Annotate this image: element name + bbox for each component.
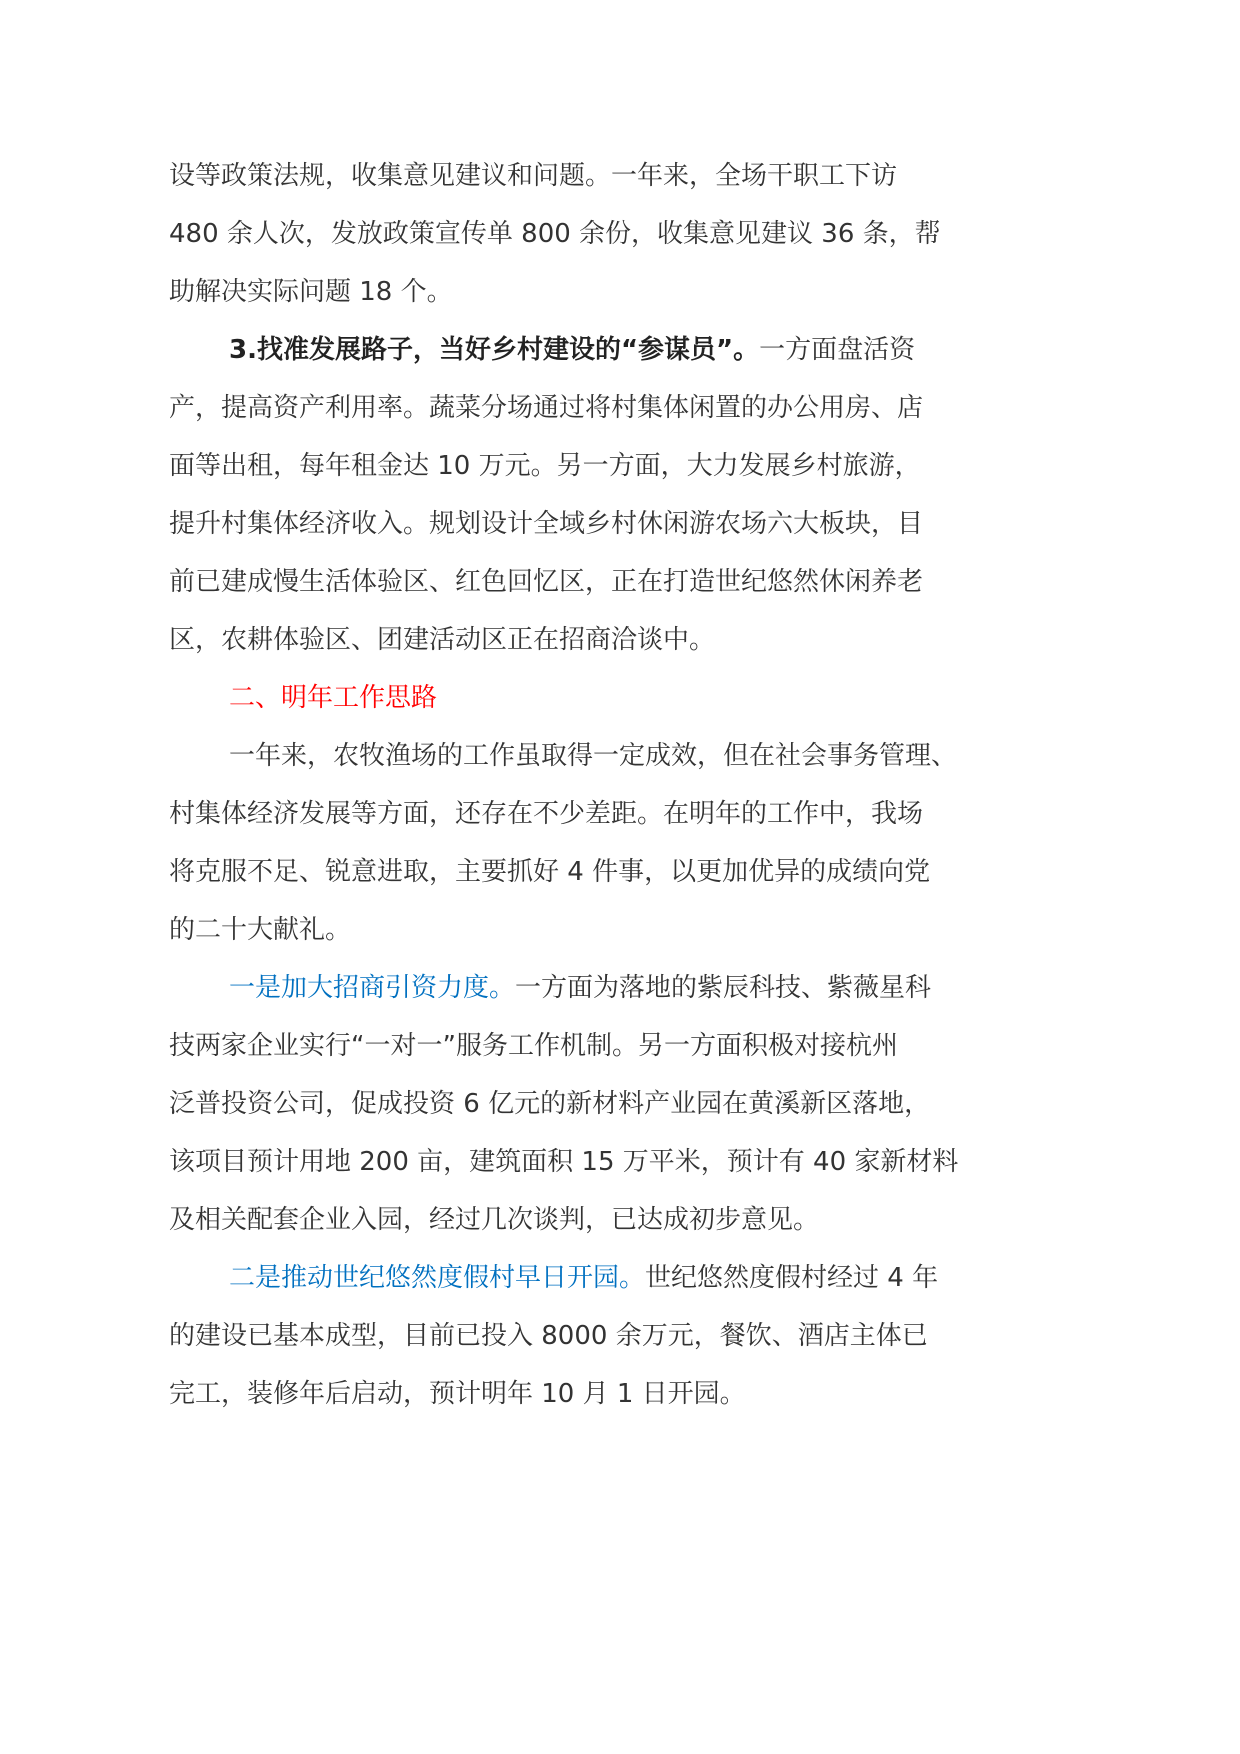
section-heading: 二、明年工作思路 — [229, 683, 438, 713]
text-run: 一方面盘活资 — [759, 335, 916, 365]
text-line: 的二十大献礼。 — [169, 915, 352, 945]
paragraph-section-2-intro — [169, 727, 1069, 959]
text-line: 面等出租，每年租金达 10 万元。另一方面，大力发展乡村旅游， — [169, 451, 921, 481]
text-line: 将克服不足、锐意进取，主要抓好 4 件事，以更加优异的成绩向党 — [169, 857, 931, 887]
text-line: 助解决实际问题 18 个。 — [169, 277, 453, 307]
text-line: 完工，装修年后启动，预计明年 10 月 1 日开园。 — [169, 1379, 746, 1409]
paragraph-point-2 — [169, 1249, 1069, 1423]
text-line: 泛普投资公司，促成投资 6 亿元的新材料产业园在黄溪新区落地， — [169, 1089, 931, 1119]
text-run: 世纪悠然度假村经过 4 年 — [645, 1263, 939, 1293]
item-3-heading: 3.找准发展路子，当好乡村建设的“参谋员”。 — [229, 335, 760, 365]
text-line: 480 余人次，发放政策宣传单 800 余份，收集意见建议 36 条，帮 — [169, 219, 941, 249]
text-line: 提升村集体经济收入。规划设计全域乡村休闲游农场六大板块，目 — [169, 509, 924, 539]
text-run: 一方面为落地的紫辰科技、紫薇星科 — [515, 973, 932, 1003]
text-line — [169, 1249, 1069, 1307]
text-line: 技两家企业实行“一对一”服务工作机制。另一方面积极对接杭州 — [169, 1031, 898, 1061]
text-line: 区，农耕体验区、团建活动区正在招商洽谈中。 — [169, 625, 716, 655]
paragraph-point-1 — [169, 959, 1069, 1249]
paragraph-continued — [169, 147, 1069, 321]
text-line: 产，提高资产利用率。蔬菜分场通过将村集体闲置的办公用房、店 — [169, 393, 924, 423]
text-line: 及相关配套企业入园，经过几次谈判，已达成初步意见。 — [169, 1205, 820, 1235]
paragraph-item-3 — [169, 321, 1069, 669]
point-1-heading: 一是加大招商引资力度。 — [229, 973, 516, 1003]
text-line: 的建设已基本成型，目前已投入 8000 余万元，餐饮、酒店主体已 — [169, 1321, 928, 1351]
point-2-heading: 二是推动世纪悠然度假村早日开园。 — [229, 1263, 646, 1293]
text-line — [169, 959, 1069, 1017]
text-line: 该项目预计用地 200 亩，建筑面积 15 万平米，预计有 40 家新材料 — [169, 1147, 959, 1177]
text-line: 前已建成慢生活体验区、红色回忆区，正在打造世纪悠然休闲养老 — [169, 567, 924, 597]
text-line: 村集体经济发展等方面，还存在不少差距。在明年的工作中，我场 — [169, 799, 924, 829]
text-line: 设等政策法规，收集意见建议和问题。一年来，全场干职工下访 — [169, 161, 898, 191]
document-page — [169, 147, 1069, 1423]
text-line — [169, 321, 1069, 379]
text-line: 一年来，农牧渔场的工作虽取得一定成效，但在社会事务管理、 — [229, 741, 958, 771]
